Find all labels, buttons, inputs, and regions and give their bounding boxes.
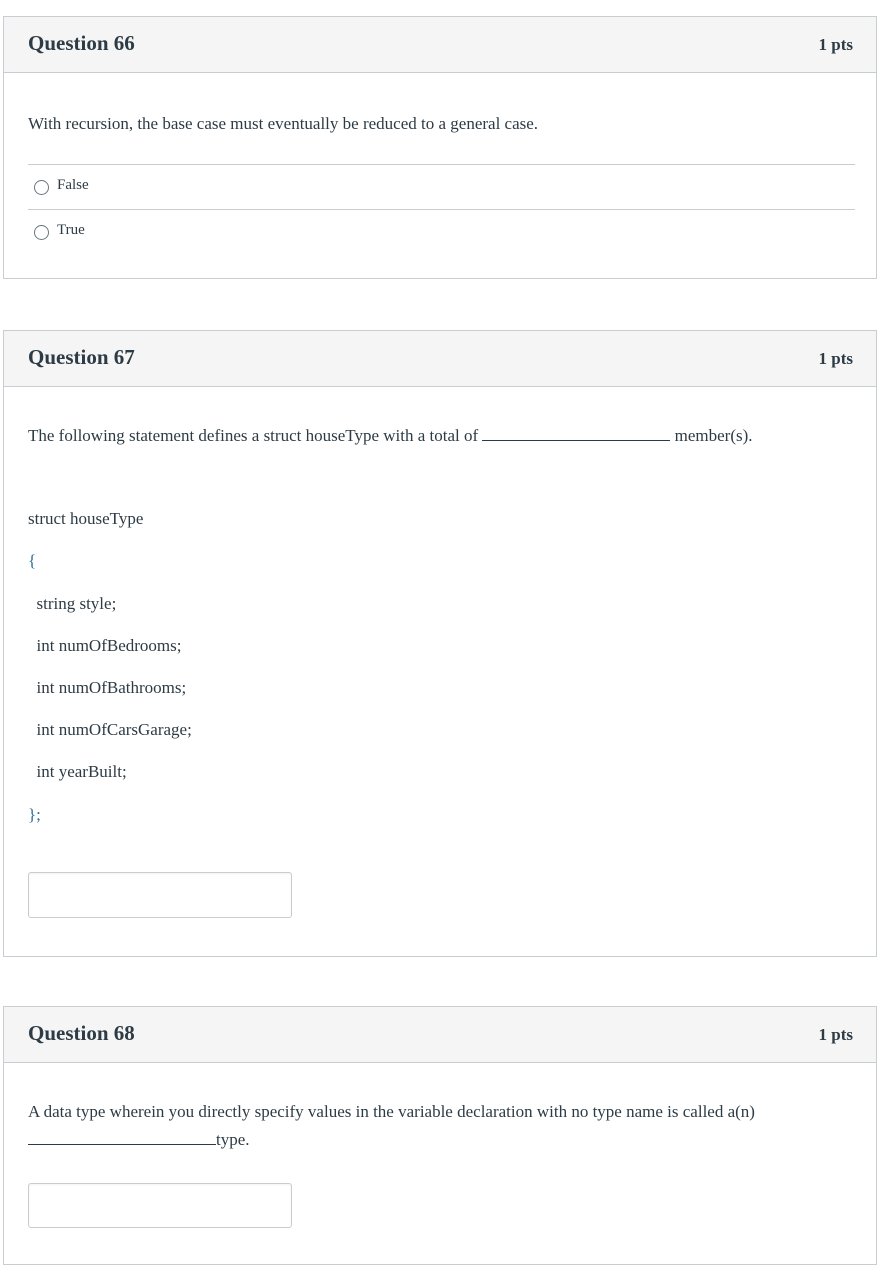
question-title: Question 67 <box>28 345 135 369</box>
answer-label[interactable]: False <box>57 177 89 193</box>
question-header <box>4 1007 876 1063</box>
code-line: int numOfCarsGarage; <box>28 720 192 739</box>
code-line: { <box>28 551 37 570</box>
radio-button[interactable] <box>34 225 49 240</box>
code-line: int numOfBathrooms; <box>28 678 187 697</box>
question-67 <box>3 330 877 957</box>
code-line: int yearBuilt; <box>28 762 127 781</box>
code-line: struct houseType <box>28 509 144 528</box>
answer-input[interactable] <box>28 1183 292 1228</box>
question-text-after: member(s). <box>674 426 753 445</box>
radio-button[interactable] <box>34 180 49 195</box>
question-text-after: type. <box>216 1130 250 1149</box>
fill-blank-line <box>482 422 670 441</box>
question-text: With recursion, the base case must eventually be reduced to a general case. <box>28 114 539 133</box>
code-line: int numOfBedrooms; <box>28 636 182 655</box>
question-68 <box>3 1006 877 1265</box>
question-66 <box>3 16 877 279</box>
answer-input[interactable] <box>28 872 292 918</box>
question-title: Question 66 <box>28 31 135 55</box>
question-text <box>28 1098 848 1154</box>
answer-option-true[interactable] <box>28 209 855 254</box>
code-line: }; <box>28 805 41 824</box>
question-text-before: The following statement defines a struct houseType with a total of <box>28 426 479 445</box>
question-text-before: A data type wherein you directly specify values in the variable declaration with no type name is called a(n) <box>28 1102 755 1121</box>
answer-option-false[interactable] <box>28 164 855 209</box>
code-line: string style; <box>28 594 117 613</box>
question-header <box>4 17 876 73</box>
question-points: 1 pts <box>818 1025 853 1044</box>
question-title: Question 68 <box>28 1021 135 1045</box>
question-text <box>28 422 753 450</box>
question-header <box>4 331 876 387</box>
fill-blank-line <box>28 1126 216 1145</box>
answer-label[interactable]: True <box>57 222 85 238</box>
question-points: 1 pts <box>818 349 853 368</box>
question-points: 1 pts <box>818 35 853 54</box>
answer-list <box>28 164 855 254</box>
